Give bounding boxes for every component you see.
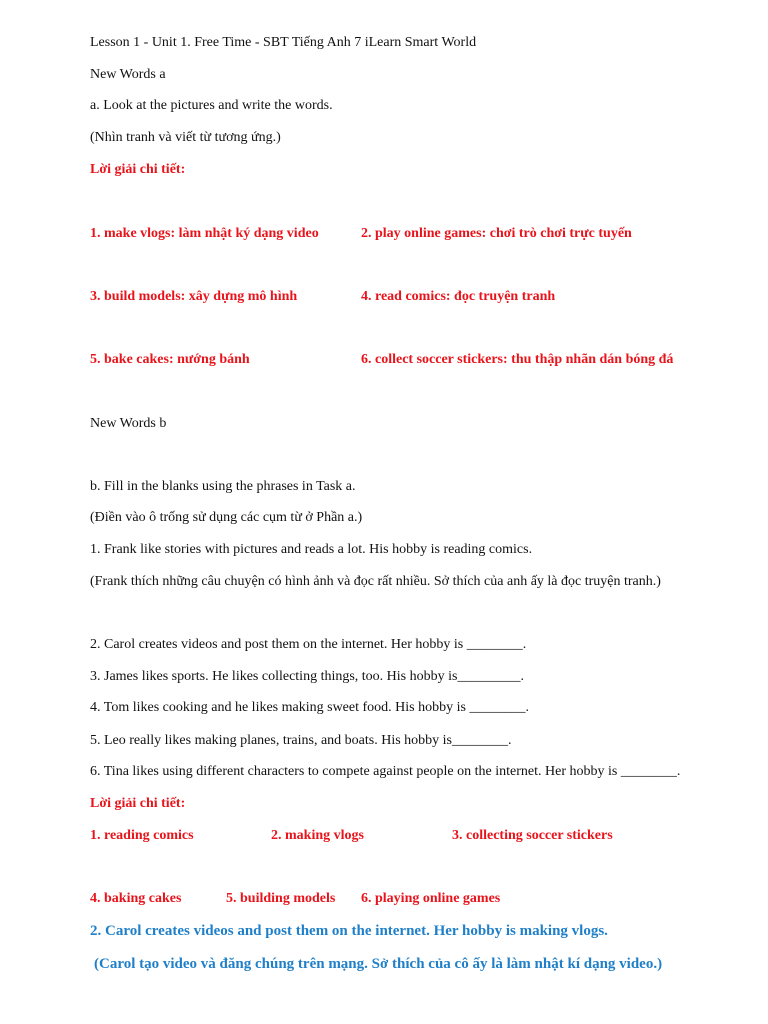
question-3: 3. James likes sports. He likes collecting things, too. His hobby is_________.	[90, 669, 524, 684]
question-6: 6. Tina likes using different characters to compete against people on the internet. Her hobby is ________.	[90, 764, 681, 779]
answer-b-2: 2. making vlogs	[271, 828, 364, 843]
section-a-heading: New Words a	[90, 67, 166, 82]
question-5: 5. Leo really likes making planes, trains, and boats. His hobby is________.	[90, 733, 512, 748]
answer-b-1: 1. reading comics	[90, 828, 194, 843]
answer-b-3: 3. collecting soccer stickers	[452, 828, 613, 843]
section-b-example: 1. Frank like stories with pictures and reads a lot. His hobby is reading comics.	[90, 542, 533, 557]
question-4: 4. Tom likes cooking and he likes making sweet food. His hobby is ________.	[90, 700, 529, 715]
document-title: Lesson 1 - Unit 1. Free Time - SBT Tiếng Anh 7 iLearn Smart World	[90, 35, 477, 50]
explanation-vi: (Carol tạo video và đăng chúng trên mạng. Sở thích của cô ấy là làm nhật kí dạng video.)	[94, 956, 663, 972]
section-b-instruction-vi: (Điền vào ô trống sử dụng các cụm từ ở Phần a.)	[90, 510, 363, 525]
answer-b-4: 4. baking cakes	[90, 891, 182, 906]
section-b-heading: New Words b	[90, 416, 167, 431]
answer-a-2: 2. play online games: chơi trò chơi trực tuyến	[361, 226, 632, 241]
section-a-solution-label: Lời giải chi tiết:	[90, 162, 186, 177]
section-a-instruction: a. Look at the pictures and write the words.	[90, 98, 333, 113]
answer-a-3: 3. build models: xây dựng mô hình	[90, 289, 298, 304]
answer-a-4: 4. read comics: đọc truyện tranh	[361, 289, 556, 304]
question-2: 2. Carol creates videos and post them on the internet. Her hobby is ________.	[90, 637, 527, 652]
section-b-solution-label: Lời giải chi tiết:	[90, 796, 186, 811]
section-a-instruction-vi: (Nhìn tranh và viết từ tương ứng.)	[90, 130, 281, 145]
answer-a-6: 6. collect soccer stickers: thu thập nhãn dán bóng đá	[361, 352, 674, 367]
answer-a-1: 1. make vlogs: làm nhật ký dạng video	[90, 226, 319, 241]
answer-a-5: 5. bake cakes: nướng bánh	[90, 352, 250, 367]
section-b-instruction: b. Fill in the blanks using the phrases in Task a.	[90, 479, 356, 494]
explanation-en: 2. Carol creates videos and post them on the internet. Her hobby is making vlogs.	[90, 923, 608, 939]
answer-b-5: 5. building models	[226, 891, 336, 906]
answer-b-6: 6. playing online games	[361, 891, 501, 906]
section-b-example-vi: (Frank thích những câu chuyện có hình ảnh và đọc rất nhiều. Sở thích của anh ấy là đọc truyện tranh.)	[90, 574, 661, 589]
